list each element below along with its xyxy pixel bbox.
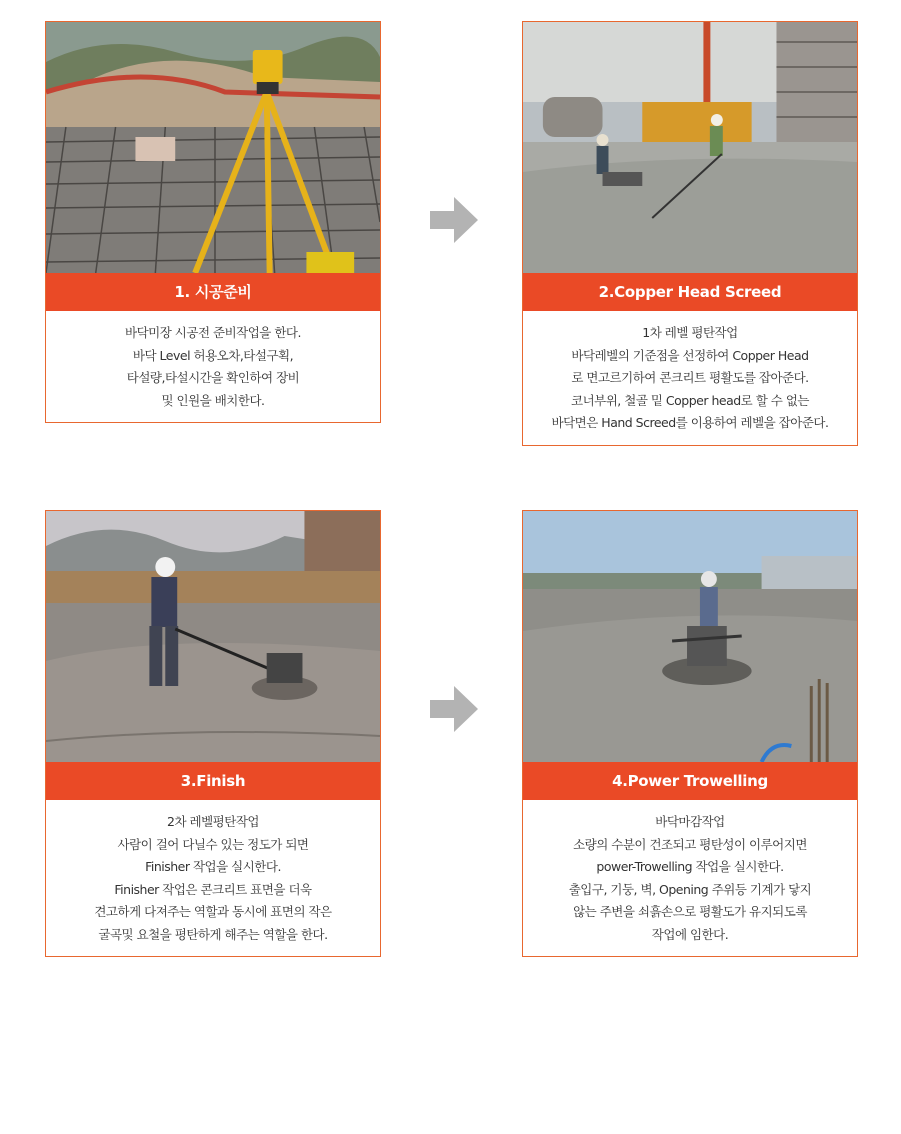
- step-description-3: [46, 800, 380, 956]
- step-title-3: 3.Finish: [46, 762, 380, 800]
- step-description-1: [46, 311, 380, 422]
- step-description-4: [523, 800, 857, 956]
- survey-level-tripod-photo: [46, 22, 380, 273]
- screed-workers-photo: [523, 22, 857, 273]
- step-title-1: 1. 시공준비: [46, 273, 380, 311]
- step-title-2: 2.Copper Head Screed: [523, 273, 857, 311]
- step-title-4: 4.Power Trowelling: [523, 762, 857, 800]
- description-line: 않는 주변을 쇠흙손으로 평활도가 유지되도록: [573, 904, 807, 919]
- arrow-right-icon: [430, 197, 478, 243]
- description-line: Finisher 작업을 실시한다.: [145, 859, 281, 874]
- step-card-4: [522, 510, 858, 957]
- description-line: power-Trowelling 작업을 실시한다.: [596, 859, 784, 874]
- description-line: 출입구, 기둥, 벽, Opening 주위등 기계가 닿지: [568, 881, 812, 897]
- description-line: 및 인원을 배치한다.: [161, 392, 265, 408]
- description-line: 바닥면은 Hand Screed를 이용하여 레벨을 잡아준다.: [551, 415, 829, 430]
- description-line: 견고하게 다져주는 역할과 동시에 표면의 작은: [94, 904, 332, 919]
- description-line: 작업에 임한다.: [651, 926, 729, 942]
- description-line: 바닥미장 시공전 준비작업을 한다.: [125, 325, 301, 340]
- description-line: 2차 레벨평탄작업: [167, 814, 259, 829]
- description-line: 바닥레벨의 기준점을 선정하여 Copper Head: [571, 347, 809, 363]
- description-line: 1차 레벨 평탄작업: [642, 325, 738, 340]
- description-line: 소량의 수분이 건조되고 평탄성이 이루어지면: [573, 836, 807, 852]
- description-line: 바닥마감작업: [655, 814, 725, 829]
- description-line: 로 면고르기하여 콘크리트 평활도를 잡아준다.: [571, 370, 809, 385]
- power-trowel-machine-photo: [523, 511, 857, 762]
- step-card-3: [45, 510, 381, 957]
- description-line: 코너부위, 철골 밑 Copper head로 할 수 없는: [571, 392, 809, 408]
- description-line: 바닥 Level 허용오차,타설구획,: [132, 347, 294, 363]
- description-line: 굴곡및 요철을 평탄하게 해주는 역할을 한다.: [98, 926, 328, 942]
- step-card-1: [45, 21, 381, 423]
- description-line: 타설량,타설시간을 확인하여 장비: [126, 370, 300, 385]
- description-line: Finisher 작업은 콘크리트 표면을 더욱: [114, 881, 312, 897]
- step-description-2: [523, 311, 857, 445]
- description-line: 사람이 걸어 다닐수 있는 정도가 되면: [117, 836, 309, 852]
- step-card-2: [522, 21, 858, 446]
- finisher-worker-photo: [46, 511, 380, 762]
- arrow-right-icon: [430, 686, 478, 732]
